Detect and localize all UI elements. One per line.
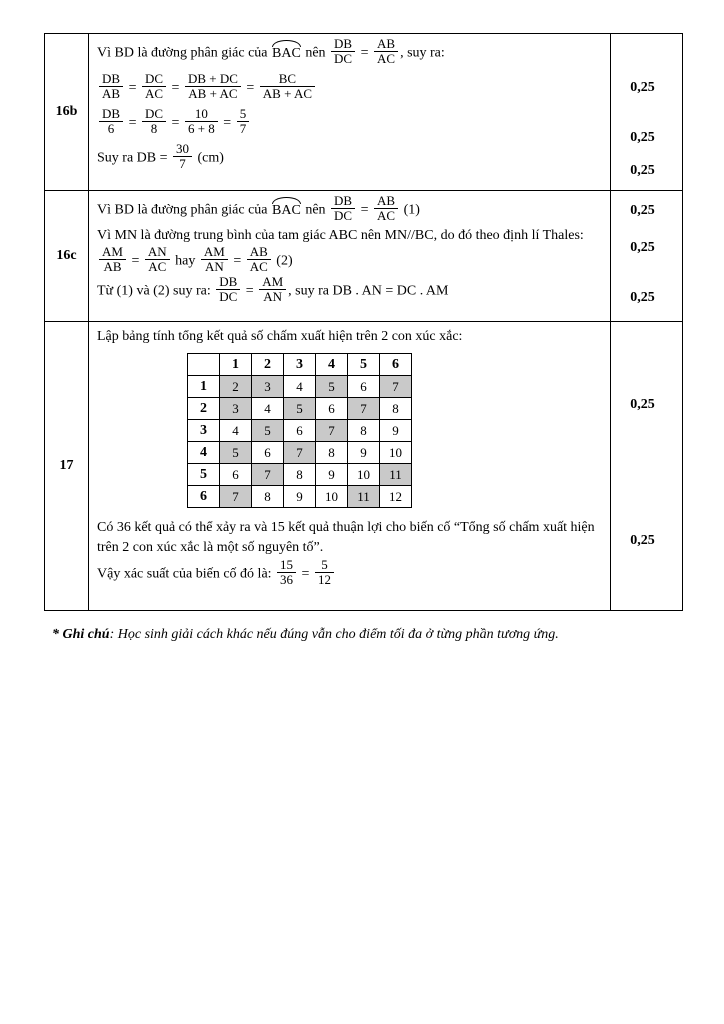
dice-sum-cell: 7 bbox=[284, 442, 316, 464]
score-value: 0,25 bbox=[630, 397, 655, 412]
dice-sum-cell: 10 bbox=[380, 442, 412, 464]
fraction-denominator: AN bbox=[263, 289, 283, 304]
solution-line bbox=[97, 244, 604, 276]
dice-sum-cell: 5 bbox=[252, 420, 284, 442]
dice-sum-cell: 7 bbox=[220, 486, 252, 508]
dice-row-header: 2 bbox=[188, 398, 220, 420]
fraction bbox=[143, 245, 172, 274]
dice-sum-cell: 6 bbox=[252, 442, 284, 464]
fraction-numerator: AB bbox=[374, 37, 398, 52]
text-run: = bbox=[242, 80, 258, 96]
dice-sum-cell: 10 bbox=[348, 464, 380, 486]
dice-row-header: 5 bbox=[188, 464, 220, 486]
dice-sum-cell: 9 bbox=[348, 442, 380, 464]
fraction-denominator: AB bbox=[103, 259, 122, 274]
footer-note-prefix: * Ghi chú bbox=[52, 627, 110, 642]
dice-col-header: 6 bbox=[380, 354, 412, 376]
dice-sum-cell: 8 bbox=[284, 464, 316, 486]
solution-content bbox=[89, 191, 611, 321]
question-id: 17 bbox=[45, 322, 89, 610]
dice-row-header: 4 bbox=[188, 442, 220, 464]
fraction-numerator: AB bbox=[374, 194, 398, 209]
text-run: Có 36 kết quả có thể xảy ra và 15 kết quả thuận lợi cho biến cố “Tổng số chấm xuất hiện trên 2 con xúc xắc là một số nguyên tố”. bbox=[97, 520, 599, 555]
points-column bbox=[611, 34, 682, 190]
dice-row-header: 1 bbox=[188, 376, 220, 398]
score-value: 0,25 bbox=[630, 163, 655, 178]
fraction bbox=[183, 107, 220, 136]
points-column bbox=[611, 322, 682, 610]
table-row-17 bbox=[45, 322, 682, 610]
dice-sum-cell: 5 bbox=[316, 376, 348, 398]
dice-corner-cell bbox=[188, 354, 220, 376]
text-run: Suy ra DB = bbox=[97, 150, 172, 166]
fraction-numerator: 5 bbox=[315, 558, 334, 573]
solution-line bbox=[97, 36, 604, 68]
dice-sum-cell: 8 bbox=[348, 420, 380, 442]
question-id: 16b bbox=[45, 34, 89, 190]
fraction-denominator: DC bbox=[334, 51, 353, 66]
fraction-numerator: 30 bbox=[173, 142, 192, 157]
fraction-numerator: BC bbox=[260, 72, 315, 87]
fraction-denominator: AC bbox=[249, 259, 268, 274]
dice-sum-cell: 3 bbox=[252, 376, 284, 398]
angle-arc: BAC bbox=[271, 201, 302, 221]
fraction-denominator: DC bbox=[334, 208, 353, 223]
fraction-numerator: DC bbox=[142, 107, 166, 122]
dice-sum-cell: 6 bbox=[284, 420, 316, 442]
dice-sum-cell: 5 bbox=[220, 442, 252, 464]
fraction-numerator: AB bbox=[247, 245, 271, 260]
dice-sum-cell: 11 bbox=[348, 486, 380, 508]
score-value: 0,25 bbox=[630, 290, 655, 305]
dice-sum-cell: 6 bbox=[348, 376, 380, 398]
text-run: = bbox=[125, 80, 140, 96]
fraction-denominator: 6 bbox=[107, 121, 115, 136]
fraction-denominator: AC bbox=[144, 86, 164, 101]
fraction bbox=[258, 72, 317, 101]
dice-sum-cell: 6 bbox=[316, 398, 348, 420]
fraction bbox=[214, 275, 242, 304]
solution-content bbox=[89, 322, 611, 610]
score-value: 0,25 bbox=[630, 533, 655, 548]
fraction-denominator: AN bbox=[204, 259, 224, 274]
footer-note-text: : Học sinh giải cách khác nếu đúng vẫn cho điểm tối đa ở từng phần tương ứng. bbox=[109, 627, 559, 642]
dice-col-header: 2 bbox=[252, 354, 284, 376]
fraction-numerator: DC bbox=[142, 72, 166, 87]
dice-sum-cell: 3 bbox=[220, 398, 252, 420]
dice-row-header: 3 bbox=[188, 420, 220, 442]
text-run: (cm) bbox=[194, 150, 224, 166]
text-run: = bbox=[229, 253, 245, 269]
text-run: Vì BD là đường phân giác của bbox=[97, 45, 272, 61]
question-id: 16c bbox=[45, 191, 89, 321]
fraction bbox=[97, 72, 125, 101]
fraction-denominator: AC bbox=[377, 51, 396, 66]
fraction-numerator: DB bbox=[99, 107, 123, 122]
solution-line bbox=[97, 71, 604, 103]
solution-paragraph bbox=[97, 518, 604, 558]
dice-sum-cell: 7 bbox=[316, 420, 348, 442]
text-run: = bbox=[168, 115, 183, 131]
fraction-denominator: AB bbox=[102, 86, 121, 101]
fraction bbox=[275, 558, 298, 587]
score-value: 0,25 bbox=[630, 80, 655, 95]
fraction-numerator: 15 bbox=[277, 558, 296, 573]
answer-table bbox=[44, 33, 683, 611]
text-run: nên bbox=[301, 45, 330, 61]
fraction bbox=[235, 107, 252, 136]
solution-line bbox=[97, 193, 604, 225]
text-run: = bbox=[357, 45, 372, 61]
dice-sum-cell: 4 bbox=[284, 376, 316, 398]
fraction bbox=[329, 194, 357, 223]
solution-content bbox=[89, 34, 611, 190]
text-run: = bbox=[168, 80, 183, 96]
footer-note bbox=[52, 625, 676, 644]
fraction-denominator: AC bbox=[377, 208, 396, 223]
fraction-denominator: AB + AC bbox=[188, 86, 238, 101]
solution-line bbox=[97, 226, 604, 246]
fraction bbox=[183, 72, 243, 101]
fraction bbox=[199, 245, 230, 274]
points-column bbox=[611, 191, 682, 321]
fraction-denominator: 8 bbox=[150, 121, 158, 136]
text-run: Vậy xác suất của biến cố đó là: bbox=[97, 566, 276, 582]
dice-sum-cell: 8 bbox=[316, 442, 348, 464]
fraction bbox=[171, 142, 194, 171]
dice-sum-cell: 12 bbox=[380, 486, 412, 508]
text-run: = bbox=[357, 202, 372, 218]
text-run: = bbox=[125, 115, 140, 131]
text-run: (2) bbox=[272, 253, 293, 269]
fraction-denominator: 7 bbox=[179, 156, 186, 171]
fraction bbox=[97, 107, 125, 136]
dice-sum-cell: 7 bbox=[380, 376, 412, 398]
dice-row-header: 6 bbox=[188, 486, 220, 508]
text-run: = bbox=[242, 283, 258, 299]
dice-sum-cell: 9 bbox=[316, 464, 348, 486]
fraction bbox=[329, 37, 357, 66]
fraction-numerator: AM bbox=[201, 245, 228, 260]
fraction-denominator: 36 bbox=[280, 572, 294, 587]
fraction-numerator: DB + DC bbox=[185, 72, 241, 87]
table-row-16c bbox=[45, 191, 682, 322]
score-value: 0,25 bbox=[630, 130, 655, 145]
dice-col-header: 5 bbox=[348, 354, 380, 376]
dice-sum-cell: 10 bbox=[316, 486, 348, 508]
dice-sum-cell: 5 bbox=[284, 398, 316, 420]
dice-sum-table bbox=[187, 353, 412, 508]
fraction-numerator: DB bbox=[331, 194, 355, 209]
fraction-denominator: AC bbox=[148, 259, 167, 274]
fraction bbox=[372, 37, 400, 66]
fraction bbox=[97, 245, 128, 274]
dice-sum-cell: 6 bbox=[220, 464, 252, 486]
dice-col-header: 4 bbox=[316, 354, 348, 376]
fraction bbox=[313, 558, 336, 587]
text-run: Vì BD là đường phân giác của bbox=[97, 202, 272, 218]
fraction-denominator: 7 bbox=[239, 121, 247, 136]
solution-line bbox=[97, 557, 604, 589]
text-run: Vì MN là đường trung bình của tam giác ABC nên MN//BC, do đó theo định lí Thales: bbox=[97, 228, 584, 243]
text-run: = bbox=[219, 115, 235, 131]
fraction bbox=[140, 72, 168, 101]
fraction-numerator: AM bbox=[99, 245, 126, 260]
solution-line bbox=[97, 141, 604, 173]
fraction-numerator: 5 bbox=[237, 107, 250, 122]
fraction-numerator: 10 bbox=[185, 107, 218, 122]
fraction bbox=[245, 245, 273, 274]
text-run: , suy ra DB . AN = DC . AM bbox=[288, 283, 449, 299]
text-run: = bbox=[127, 253, 143, 269]
dice-sum-cell: 7 bbox=[252, 464, 284, 486]
text-run: , suy ra: bbox=[400, 45, 445, 61]
dice-sum-cell: 4 bbox=[220, 420, 252, 442]
fraction-denominator: 12 bbox=[317, 572, 331, 587]
fraction-numerator: AN bbox=[145, 245, 170, 260]
dice-sum-cell: 9 bbox=[380, 420, 412, 442]
fraction bbox=[372, 194, 400, 223]
text-run: Lập bảng tính tổng kết quả số chấm xuất hiện trên 2 con xúc xắc: bbox=[97, 329, 463, 344]
fraction-numerator: DB bbox=[99, 72, 123, 87]
dice-sum-cell: 8 bbox=[252, 486, 284, 508]
fraction-denominator: DC bbox=[219, 289, 238, 304]
table-row-16b bbox=[45, 34, 682, 191]
score-value: 0,25 bbox=[630, 203, 655, 218]
fraction-numerator: DB bbox=[331, 37, 355, 52]
dice-col-header: 3 bbox=[284, 354, 316, 376]
fraction-numerator: AM bbox=[259, 275, 286, 290]
fraction bbox=[140, 107, 168, 136]
dice-sum-cell: 2 bbox=[220, 376, 252, 398]
text-run: = bbox=[298, 566, 313, 582]
text-run: (1) bbox=[400, 202, 420, 218]
text-run: Từ (1) và (2) suy ra: bbox=[97, 283, 215, 299]
solution-line bbox=[97, 106, 604, 138]
dice-col-header: 1 bbox=[220, 354, 252, 376]
solution-line bbox=[97, 327, 604, 347]
fraction-numerator: DB bbox=[216, 275, 240, 290]
fraction bbox=[257, 275, 288, 304]
dice-sum-cell: 9 bbox=[284, 486, 316, 508]
text-run: hay bbox=[171, 253, 199, 269]
score-value: 0,25 bbox=[630, 240, 655, 255]
text-run: nên bbox=[301, 202, 330, 218]
fraction-denominator: AB + AC bbox=[262, 86, 313, 101]
dice-sum-cell: 7 bbox=[348, 398, 380, 420]
dice-sum-cell: 8 bbox=[380, 398, 412, 420]
dice-sum-cell: 4 bbox=[252, 398, 284, 420]
fraction-denominator: 6 + 8 bbox=[187, 121, 215, 136]
angle-arc: BAC bbox=[271, 44, 302, 64]
solution-line bbox=[97, 274, 604, 306]
dice-sum-cell: 11 bbox=[380, 464, 412, 486]
